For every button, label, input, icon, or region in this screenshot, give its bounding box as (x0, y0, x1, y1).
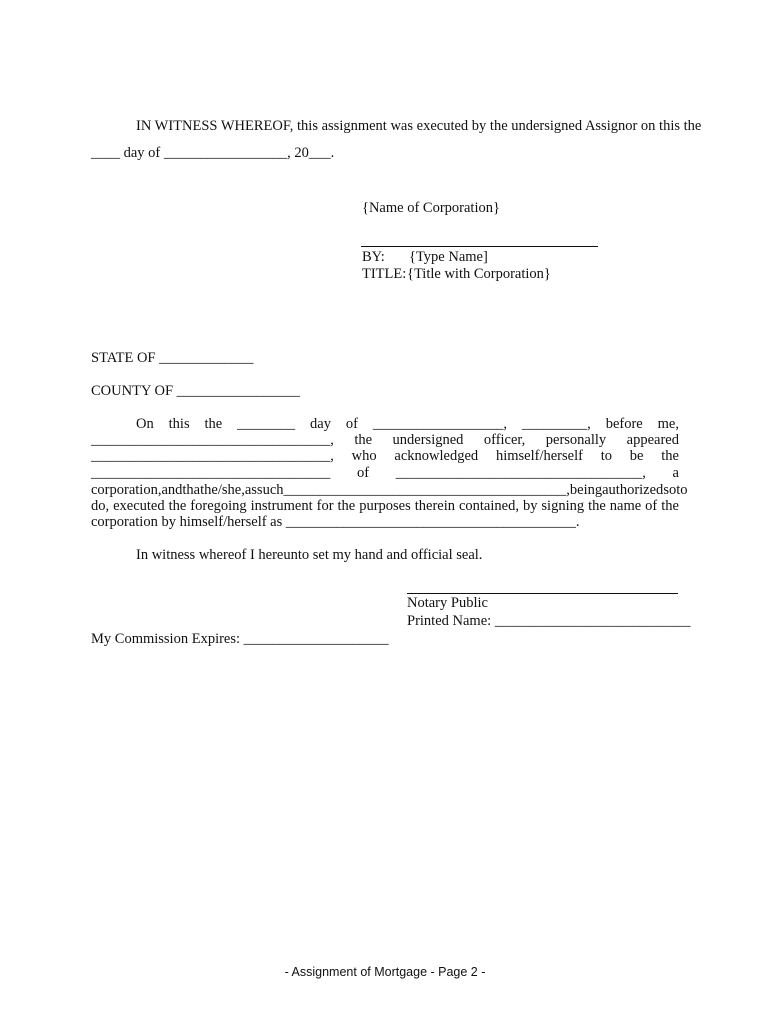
ack-word: such (256, 482, 284, 498)
ack-word: of (356, 465, 370, 481)
ack-word: of (645, 498, 658, 514)
ack-word: foregoing (190, 498, 247, 514)
ack-word: to (600, 448, 612, 464)
by-label: BY: (362, 249, 385, 265)
witness-line-1: IN WITNESS WHEREOF, this assignment was executed by the undersigned Assignor on this the (136, 118, 702, 134)
ack-row-7: corporation by himself/herself as ________________________________________. (91, 514, 580, 530)
ack-word: and (161, 482, 183, 498)
ack-word: the (588, 498, 606, 514)
ack-word: as (244, 482, 257, 498)
commission-expires: My Commission Expires: ____________________ (91, 631, 389, 647)
ack-word: corporation, (91, 482, 162, 498)
ack-word: who (351, 448, 377, 464)
ack-word: of (345, 416, 358, 432)
ack-word: executed (113, 498, 165, 514)
ack-word: be (629, 448, 644, 464)
ack-word: the (354, 432, 373, 448)
ack-blank: _________________________________ (91, 465, 331, 481)
corporation-name: {Name of Corporation} (362, 200, 500, 216)
ack-word: contained, (458, 498, 519, 514)
ack-word: day (310, 416, 331, 432)
ack-word: that (182, 482, 205, 498)
ack-word: the (661, 448, 679, 464)
ack-blank: _______________________________________, (283, 482, 570, 498)
ack-word: the (168, 498, 187, 514)
ack-blank: ________ (237, 416, 296, 432)
ack-word: name (609, 498, 642, 514)
ack-word: so (663, 482, 677, 498)
ack-word: acknowledged (394, 448, 479, 464)
ack-word: the (204, 416, 223, 432)
ack-word: appeared (626, 432, 679, 448)
ack-word: being (569, 482, 603, 498)
ack-word: signing (541, 498, 585, 514)
ack-blank: _________, (521, 416, 591, 432)
ack-word: therein (414, 498, 455, 514)
ack-row-1 (136, 416, 679, 433)
ack-row-5 (91, 482, 688, 499)
ack-word: the (661, 498, 679, 514)
ack-word: for (316, 498, 334, 514)
ack-blank: __________________________________, (395, 465, 646, 481)
ack-word: instrument (250, 498, 313, 514)
ack-blank: __________________, (372, 416, 507, 432)
ack-word: this (168, 416, 190, 432)
ack-word: himself/herself (495, 448, 583, 464)
state-of: STATE OF _____________ (91, 350, 254, 366)
notary-signature-line (407, 593, 678, 594)
page-footer: - Assignment of Mortgage - Page 2 - (284, 965, 486, 979)
ack-word: do, (91, 498, 110, 514)
ack-row-2 (91, 432, 679, 449)
ack-row-4 (91, 465, 679, 482)
ack-word: the (337, 498, 356, 514)
ack-word: authorized (602, 482, 664, 498)
ack-word: undersigned (392, 432, 464, 448)
ack-row-6 (91, 498, 679, 515)
ack-row-3 (91, 448, 679, 465)
title-label: TITLE: (362, 266, 407, 282)
ack-word: officer, (483, 432, 526, 448)
ack-word: to (676, 482, 688, 498)
ack-blank: _________________________________, (91, 432, 334, 448)
ack-word: a (672, 465, 679, 481)
ack-word: On (136, 416, 154, 432)
printed-name: Printed Name: ___________________________ (407, 613, 691, 629)
notary-witness-text: In witness whereof I hereunto set my hand and official seal. (136, 547, 483, 563)
county-of: COUNTY OF _________________ (91, 383, 300, 399)
ack-blank: _________________________________, (91, 448, 334, 464)
ack-word: purposes (359, 498, 411, 514)
title-value: {Title with Corporation} (407, 266, 551, 282)
ack-word: personally (545, 432, 607, 448)
ack-word: before (605, 416, 643, 432)
by-value: {Type Name] (409, 249, 488, 265)
ack-word: me, (657, 416, 679, 432)
witness-line-2: ____ day of _________________, 20___. (91, 145, 335, 161)
ack-word: he/she, (204, 482, 245, 498)
signature-line (361, 246, 598, 247)
ack-word: by (522, 498, 538, 514)
notary-public-label: Notary Public (407, 595, 488, 611)
